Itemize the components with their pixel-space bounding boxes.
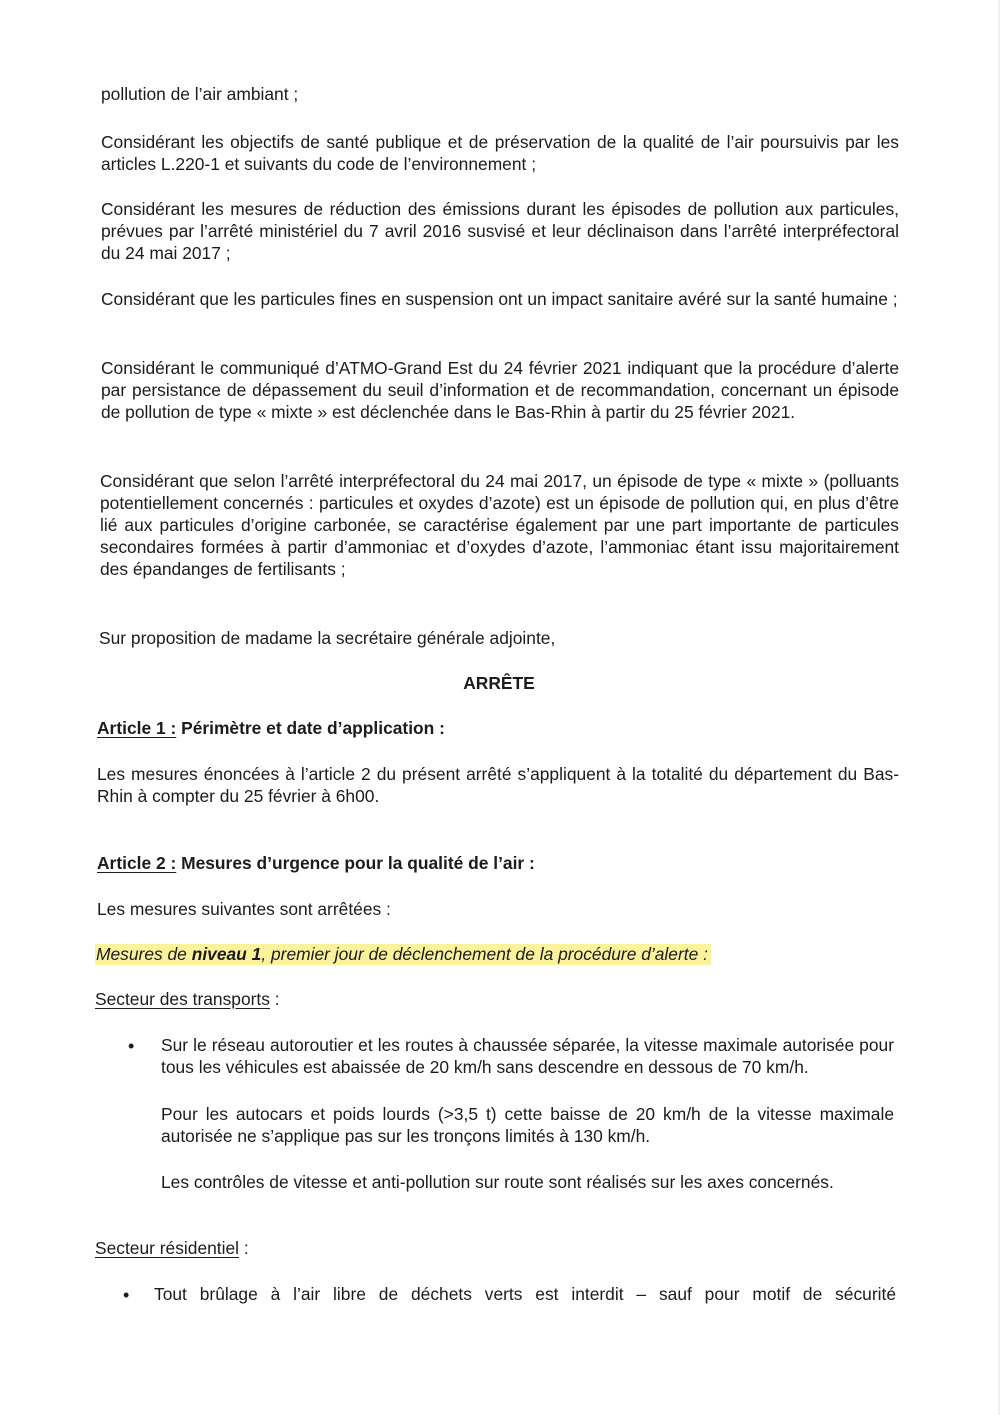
level-1-highlight	[95, 944, 711, 965]
article-2-title: Mesures d’urgence pour la qualité de l’air :	[176, 853, 535, 873]
transport-sector-colon: :	[269, 989, 280, 1009]
article-2-intro: Les mesures suivantes sont arrêtées :	[97, 899, 391, 919]
paragraph-considerant-communique: Considérant le communiqué d’ATMO-Grand Est du 24 février 2021 indiquant que la procédure d’alerte par persistance de dépassement du seuil d’information et de recommandation, concernant un épisode de pollution de type « mixte » est déclenchée dans le Bas-Rhin à partir du 25 février 2021.	[101, 358, 899, 422]
arrete-heading: ARRÊTE	[463, 673, 535, 693]
paragraph-considerant-particules: Considérant que les particules fines en suspension ont un impact sanitaire avéré sur la santé humaine ;	[101, 289, 898, 309]
article-2-label: Article 2 :	[97, 853, 177, 873]
residential-sector-heading	[95, 1237, 895, 1259]
paragraph-considerant-episode-mixte: Considérant que selon l’arrêté interpréfectoral du 24 mai 2017, un épisode de type « mixte » (polluants potentiellement concernés : particules et oxydes d’azote) est un épisode de pollution qui, en plus d’être lié aux particules d’origine carbonée, se caractérise également par une part importante de particules secondaires formées à partir d’ammoniac et d’oxydes d’azote, l’ammoniac étant issu majoritairement des épandanges de fertilisants ;	[100, 471, 899, 579]
residential-sector-label: Secteur résidentiel	[95, 1238, 240, 1258]
level-1-line	[95, 943, 900, 965]
level-1-bold: niveau 1	[191, 944, 262, 964]
bullet-icon: •	[123, 1285, 130, 1305]
level-1-suffix: , premier jour de déclenchement de la procédure d’alerte :	[261, 944, 708, 964]
transport-speed-paragraph: Sur le réseau autoroutier et les routes à chaussée séparée, la vitesse maximale autorisée pour tous les véhicules est abaissée de 20 km/h sans descendre en dessous de 70 km/h.	[161, 1035, 894, 1077]
transport-heavy-vehicles-paragraph: Pour les autocars et poids lourds (>3,5 t) cette baisse de 20 km/h de la vitesse maximale autorisée ne s’applique pas sur les tronçons limités à 130 km/h.	[161, 1104, 894, 1146]
bullet-icon: •	[128, 1036, 135, 1056]
article-2-heading	[97, 852, 897, 874]
article-1-label: Article 1 :	[97, 718, 177, 738]
paragraph-considerant-mesures: Considérant les mesures de réduction des émissions durant les épisodes de pollution aux particules, prévues par l’arrêté ministériel du 7 avril 2016 susvisé et leur déclinaison dans l’arrêté interpréfectoral du 24 mai 2017 ;	[101, 199, 899, 263]
paragraph-sur-proposition: Sur proposition de madame la secrétaire générale adjointe,	[99, 628, 556, 648]
article-1-heading	[97, 717, 897, 739]
paragraph-continuation: pollution de l’air ambiant ;	[101, 84, 299, 104]
transport-sector-label: Secteur des transports	[95, 989, 270, 1009]
article-1-text: Les mesures énoncées à l’article 2 du présent arrêté s’appliquent à la totalité du département du Bas-Rhin à compter du 25 février à 6h00.	[97, 764, 899, 806]
residential-sector-colon: :	[239, 1238, 249, 1258]
paragraph-considerant-objectifs: Considérant les objectifs de santé publique et de préservation de la qualité de l’air poursuivis par les articles L.220-1 et suivants du code de l’environnement ;	[101, 132, 899, 174]
transport-controls-paragraph: Les contrôles de vitesse et anti-pollution sur route sont réalisés sur les axes concernés.	[161, 1172, 834, 1192]
transport-sector-heading	[95, 988, 895, 1010]
article-1-title: Périmètre et date d’application :	[176, 718, 445, 738]
residential-burning-paragraph: Tout brûlage à l’air libre de déchets verts est interdit – sauf pour motif de sécurité	[154, 1284, 896, 1304]
level-1-prefix: Mesures de	[96, 944, 192, 964]
